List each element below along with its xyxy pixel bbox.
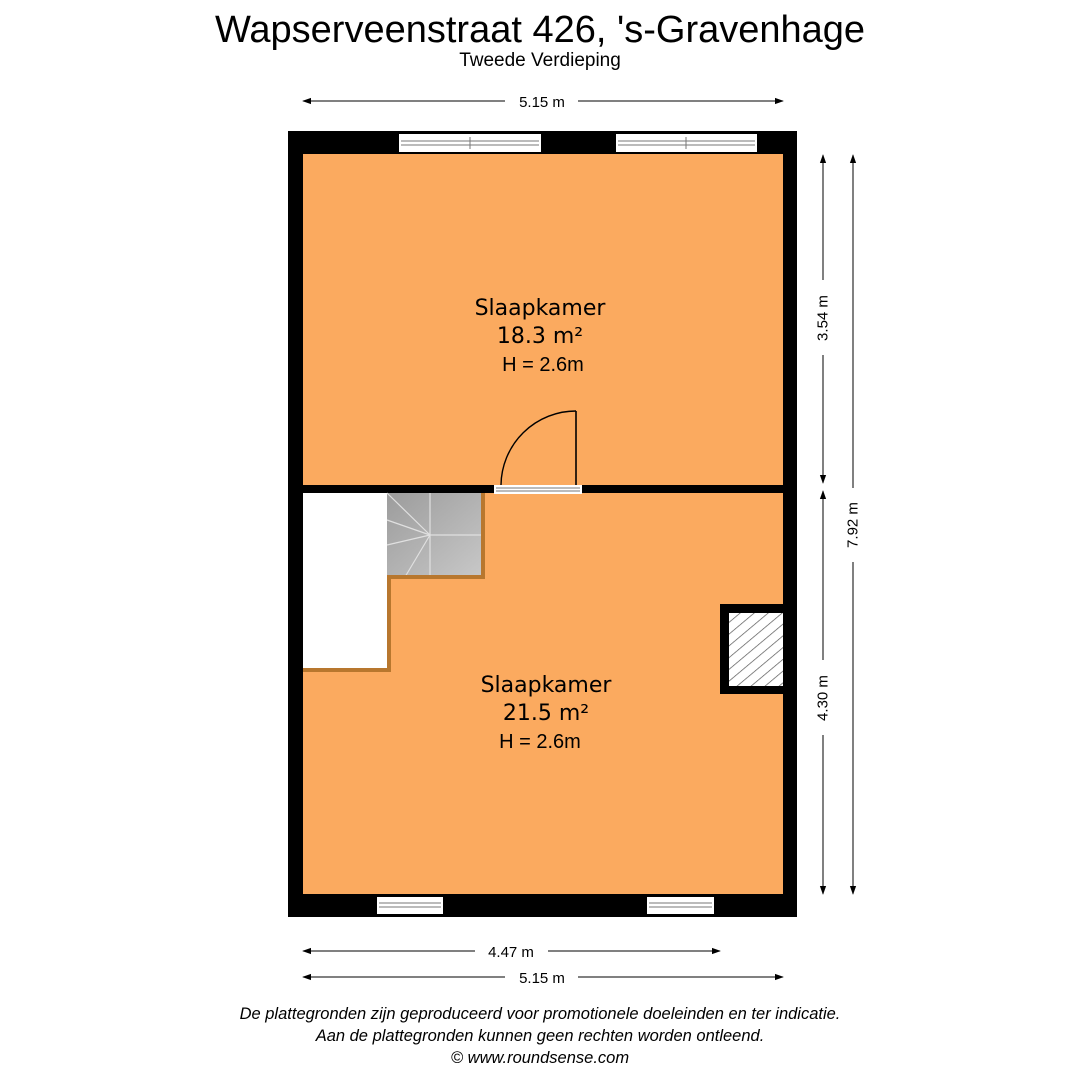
dimension-bottom-inner-label: 4.47 m	[488, 944, 534, 961]
dimension-right-lower-label: 4.30 m	[814, 675, 832, 721]
dimension-top-label: 5.15 m	[519, 94, 565, 111]
dimension-right-total-label: 7.92 m	[844, 502, 862, 548]
window-bottom-right	[647, 897, 714, 914]
room-2-height: H = 2.6m	[499, 731, 581, 753]
dimension-top	[303, 94, 783, 111]
shaft	[720, 604, 785, 694]
window-bottom-left	[377, 897, 443, 914]
room-1-area: 18.3 m²	[496, 324, 584, 349]
copyright: © www.roundsense.com	[450, 1049, 630, 1067]
dimension-bottom-total	[303, 970, 783, 987]
window-top-left	[399, 134, 541, 152]
void-area	[303, 493, 387, 670]
plan-title: Wapserveenstraat 426, 's-Gravenhage	[214, 9, 866, 51]
dimension-right-upper-label: 3.54 m	[814, 295, 832, 341]
window-top-right	[616, 134, 757, 152]
floor-name: Tweede Verdieping	[459, 50, 621, 71]
room-1-name: Slaapkamer	[474, 296, 606, 321]
dimension-right-upper	[815, 155, 832, 483]
dimension-bottom-total-label: 5.15 m	[519, 970, 565, 987]
stair	[387, 493, 483, 577]
disclaimer-line-1: De plattegronden zijn geproduceerd voor promotionele doeleinden en ter indicatie.	[239, 1005, 841, 1023]
dimension-right-lower	[815, 491, 832, 894]
disclaimer-line-2: Aan de plattegronden kunnen geen rechten worden ontleend.	[315, 1027, 765, 1045]
disclaimer	[0, 1003, 1080, 1069]
dimension-right-total	[845, 155, 862, 894]
room-2-area: 21.5 m²	[502, 701, 590, 726]
room-1-height: H = 2.6m	[502, 354, 584, 376]
dimension-bottom-inner	[303, 944, 720, 961]
room-2-name: Slaapkamer	[480, 673, 612, 698]
